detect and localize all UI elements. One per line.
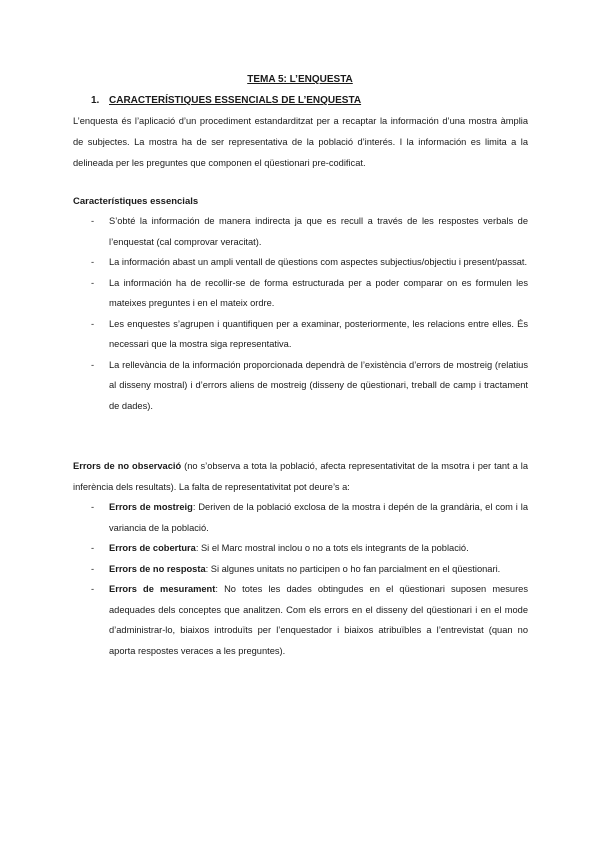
error-description: : Deriven de la població exclosa de la mostra i depén de la grandària, el com i la variancia de la població.: [109, 502, 528, 533]
list-item-text: La rellevància de la información proporcionada dependrà de l’existència d’errors de mostreig (relatius al disseny mostral) i d’errors aliens de mostreig (disseny de qüestionari, treball de camp i tractament de dades).: [109, 359, 528, 411]
bullet-dash: -: [91, 563, 95, 574]
bullet-dash: -: [91, 216, 95, 226]
list-item-text: La información ha de recollir-se de forma estructurada per a poder comparar on es formulen les mateixes preguntes i en el mateix ordre.: [109, 277, 528, 308]
section-heading: [91, 95, 361, 106]
error-term: Errors de cobertura: [109, 543, 196, 553]
bullet-dash: -: [91, 359, 95, 370]
bullet-dash: -: [91, 277, 95, 288]
bullet-dash: -: [91, 257, 95, 267]
error-description: : Si algunes unitats no participen o ho fan parcialment en el qüestionari.: [205, 563, 501, 574]
list-item: [91, 355, 528, 417]
section-heading-text: CARACTERÍSTIQUES ESSENCIALS DE L’ENQUESTA: [109, 95, 362, 106]
errors-heading: Errors de no observació: [73, 461, 182, 471]
errors-list: [91, 497, 528, 661]
list-item: [91, 538, 528, 559]
page-title: TEMA 5: L’ENQUESTA: [247, 74, 353, 85]
characteristics-heading: Característiques essencials: [73, 196, 199, 207]
error-term: Errors de mesurament: [109, 584, 216, 594]
bullet-dash: -: [91, 502, 95, 512]
intro-paragraph: L’enquesta és l’aplicació d’un procediment estandarditzat per a recaptar la información d’una mostra àmplia de subjectes. La mostra ha de ser representativa de la població d’interés. I la información es limita a la delineada per les preguntes que componen el qüestionari pre-codificat.: [73, 116, 528, 168]
error-description: : Si el Marc mostral inclou o no a tots els integrants de la població.: [195, 543, 469, 553]
bullet-dash: -: [91, 318, 95, 329]
error-description: : No totes les dades obtingudes en el qüestionari suposen mesures adequades dels conceptes que analitzen. Com els errors en el disseny del qüestionari i en el mode d’administrar-lo, biaixos introduïts per l’enquestador i biaixos atribuïbles a l’entrevistat (quan no aporta respostes veraces a les preguntes).: [109, 584, 528, 656]
list-item: [91, 211, 528, 252]
list-item: [91, 579, 528, 661]
list-item: [91, 273, 528, 314]
list-item-text: S’obté la información de manera indirecta ja que es recull a través de les respostes verbals de l’enquestat (cal comprovar veracitat).: [109, 216, 528, 247]
list-item: [91, 559, 528, 580]
error-term: Errors de no resposta: [109, 563, 206, 574]
list-item-text: La información abast un ampli ventall de qüestions com aspectes subjectius/objectiu i present/passat.: [109, 257, 528, 267]
section-number: 1.: [91, 95, 100, 106]
list-item: [91, 314, 528, 355]
bullet-dash: -: [91, 543, 95, 553]
errors-intro-text: (no s’observa a tota la població, afecta representativitat de la msotra i per tant a la inferència dels resultats). La falta de representativitat pot deure’s a:: [73, 461, 529, 492]
characteristics-list: [91, 211, 528, 416]
list-item-text: Les enquestes s’agrupen i quantifiquen per a examinar, posteriormente, les relacions entre elles. És necessari que la mostra siga representativa.: [109, 318, 528, 349]
error-term: Errors de mostreig: [109, 502, 193, 512]
list-item: [91, 497, 528, 538]
errors-paragraph: [73, 456, 528, 498]
list-item: [91, 252, 528, 273]
bullet-dash: -: [91, 584, 95, 594]
